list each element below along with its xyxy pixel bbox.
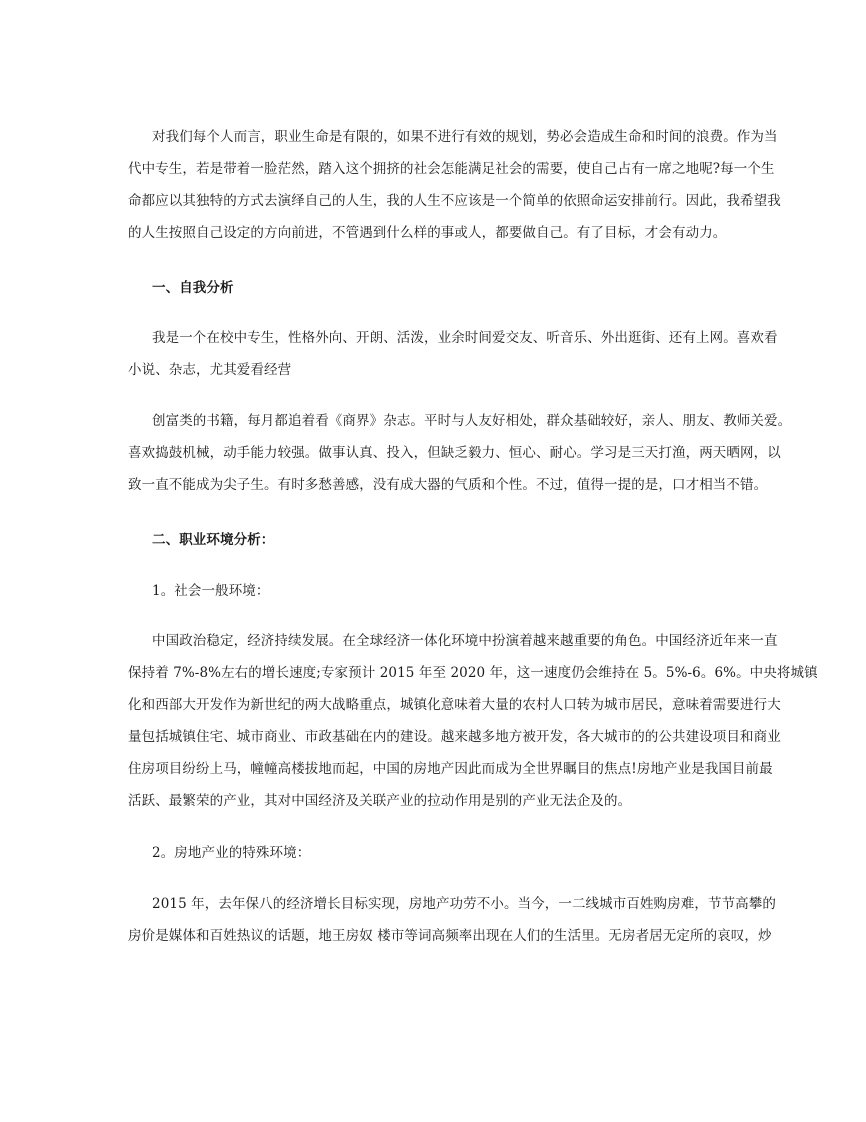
intro-line-2: 代中专生，若是带着一脸茫然，踏入这个拥挤的社会怎能满足社会的需要，使自己占有一席之地呢?每一个生: [128, 161, 775, 177]
general-env-line-2: 保持着 7%-8%左右的增长速度;专家预计 2015 年至 2020 年，这一速度仍会维持在 5。5%-6。6%。中央将城镇: [128, 665, 818, 681]
real-estate-line-1: 2015 年，去年保八的经济增长目标实现，房地产功劳不小。当今，一二线城市百姓购房难，节节高攀的: [152, 896, 776, 912]
self-analysis-para2-line-1: 创富类的书籍，每月都追着看《商界》杂志。平时与人友好相处，群众基础较好，亲人、朋友、教师关爱。: [152, 413, 792, 429]
section-heading-self-analysis: 一、自我分析: [152, 280, 234, 296]
subsection-title-general: 1。社会一般环境：: [152, 583, 270, 599]
general-env-line-5: 住房项目纷纷上马，幢幢高楼拔地而起，中国的房地产因此而成为全世界瞩目的焦点!房地产业是我国目前最: [128, 761, 773, 777]
general-env-line-6: 活跃、最繁荣的产业，其对中国经济及关联产业的拉动作用是别的产业无法企及的。: [128, 793, 632, 809]
real-estate-line-2: 房价是媒体和百姓热议的话题，地王房奴 楼市等词高频率出现在人们的生活里。无房者居无定所的哀叹，炒: [128, 928, 772, 944]
self-analysis-para2-line-2: 喜欢捣鼓机械，动手能力较强。做事认真、投入，但缺乏毅力、恒心、耐心。学习是三天打渔，两天晒网，以: [128, 445, 781, 461]
self-analysis-para1-line-2: 小说、杂志，尤其爱看经营: [128, 362, 292, 378]
general-env-line-1: 中国政治稳定，经济持续发展。在全球经济一体化环境中扮演着越来越重要的角色。中国经济近年来一直: [152, 633, 778, 649]
general-env-line-3: 化和西部大开发作为新世纪的两大战略重点，城镇化意味着大量的农村人口转为城市居民，意味着需要进行大: [128, 697, 781, 713]
self-analysis-para1-line-1: 我是一个在校中专生，性格外向、开朗、活泼，业余时间爱交友、听音乐、外出逛街、还有上网。喜欢看: [152, 330, 778, 346]
intro-line-4: 的人生按照自己设定的方向前进，不管遇到什么样的事或人，都要做自己。有了目标，才会有动力。: [128, 225, 727, 241]
intro-line-3: 命都应以其独特的方式去演绎自己的人生，我的人生不应该是一个简单的依照命运安排前行。因此，我希望我: [128, 193, 781, 209]
intro-line-1: 对我们每个人而言，职业生命是有限的，如果不进行有效的规划，势必会造成生命和时间的浪费。作为当: [152, 129, 778, 145]
section-heading-environment: 二、职业环境分析：: [152, 532, 275, 548]
self-analysis-para2-line-3: 致一直不能成为尖子生。有时多愁善感，没有成大器的气质和个性。不过，值得一提的是，口才相当不错。: [128, 477, 768, 493]
general-env-line-4: 量包括城镇住宅、城市商业、市政基础在内的建设。越来越多地方被开发，各大城市的的公共建设项目和商业: [128, 729, 781, 745]
subsection-title-real-estate: 2。房地产业的特殊环境：: [152, 845, 311, 861]
